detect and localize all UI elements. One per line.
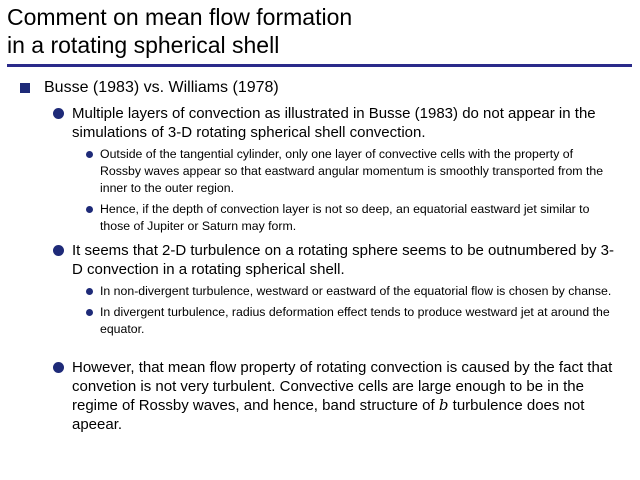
sub-bullet-2-1 bbox=[0, 283, 640, 300]
title-line-2: in a rotating spherical shell bbox=[7, 32, 280, 58]
small-bullet-icon bbox=[86, 309, 93, 316]
square-bullet-icon bbox=[20, 83, 30, 93]
bullet-item-3-text-a: However, that mean flow property of rotating convection is caused by the fact that convetion is not very turbulent. Convective cells are large enough to be in the regime of Rossby waves, and hence, band structure of bbox=[72, 359, 613, 414]
sub-bullet-1-1 bbox=[0, 146, 640, 197]
title-divider bbox=[7, 64, 632, 67]
heading-text: Busse (1983) vs. Williams (1978) bbox=[44, 79, 279, 96]
round-bullet-icon bbox=[53, 245, 64, 256]
sub-bullet-2-1-text: In non-divergent turbulence, westward or eastward of the equatorial flow is chosen by chanse. bbox=[100, 284, 612, 298]
sub-bullet-1-2-text: Hence, if the depth of convection layer is not so deep, an equatorial eastward jet similar to those of Jupiter or Saturn may form. bbox=[100, 202, 590, 233]
round-bullet-icon bbox=[53, 108, 64, 119]
bullet-item-2 bbox=[0, 241, 640, 279]
bullet-item-1 bbox=[0, 104, 640, 142]
bullet-item-3 bbox=[0, 358, 640, 434]
bullet-item-3-text-b: turbulence does not apeear. bbox=[72, 397, 585, 433]
slide-body bbox=[0, 78, 640, 434]
title-line-1: Comment on mean flow formation bbox=[7, 4, 353, 30]
beta-symbol: b bbox=[438, 396, 449, 414]
round-bullet-icon bbox=[53, 362, 64, 373]
heading-bullet bbox=[0, 78, 640, 98]
small-bullet-icon bbox=[86, 206, 93, 213]
bullet-item-1-text: Multiple layers of convection as illustrated in Busse (1983) do not appear in the simulations of 3-D rotating spherical shell convection. bbox=[72, 105, 596, 141]
sub-bullet-1-1-text: Outside of the tangential cylinder, only one layer of convective cells with the property of Rossby waves appear so that eastward angular momentum is smoothly transported from the inner to the outer region. bbox=[100, 147, 604, 195]
small-bullet-icon bbox=[86, 288, 93, 295]
slide-title bbox=[7, 3, 627, 59]
sub-bullet-2-2 bbox=[0, 304, 640, 338]
small-bullet-icon bbox=[86, 151, 93, 158]
sub-bullet-1-2 bbox=[0, 201, 640, 235]
bullet-item-2-text: It seems that 2-D turbulence on a rotating sphere seems to be outnumbered by 3-D convection in a rotating spherical shell. bbox=[72, 242, 614, 278]
sub-bullet-2-2-text: In divergent turbulence, radius deformation effect tends to produce westward jet at around the equator. bbox=[100, 305, 610, 336]
